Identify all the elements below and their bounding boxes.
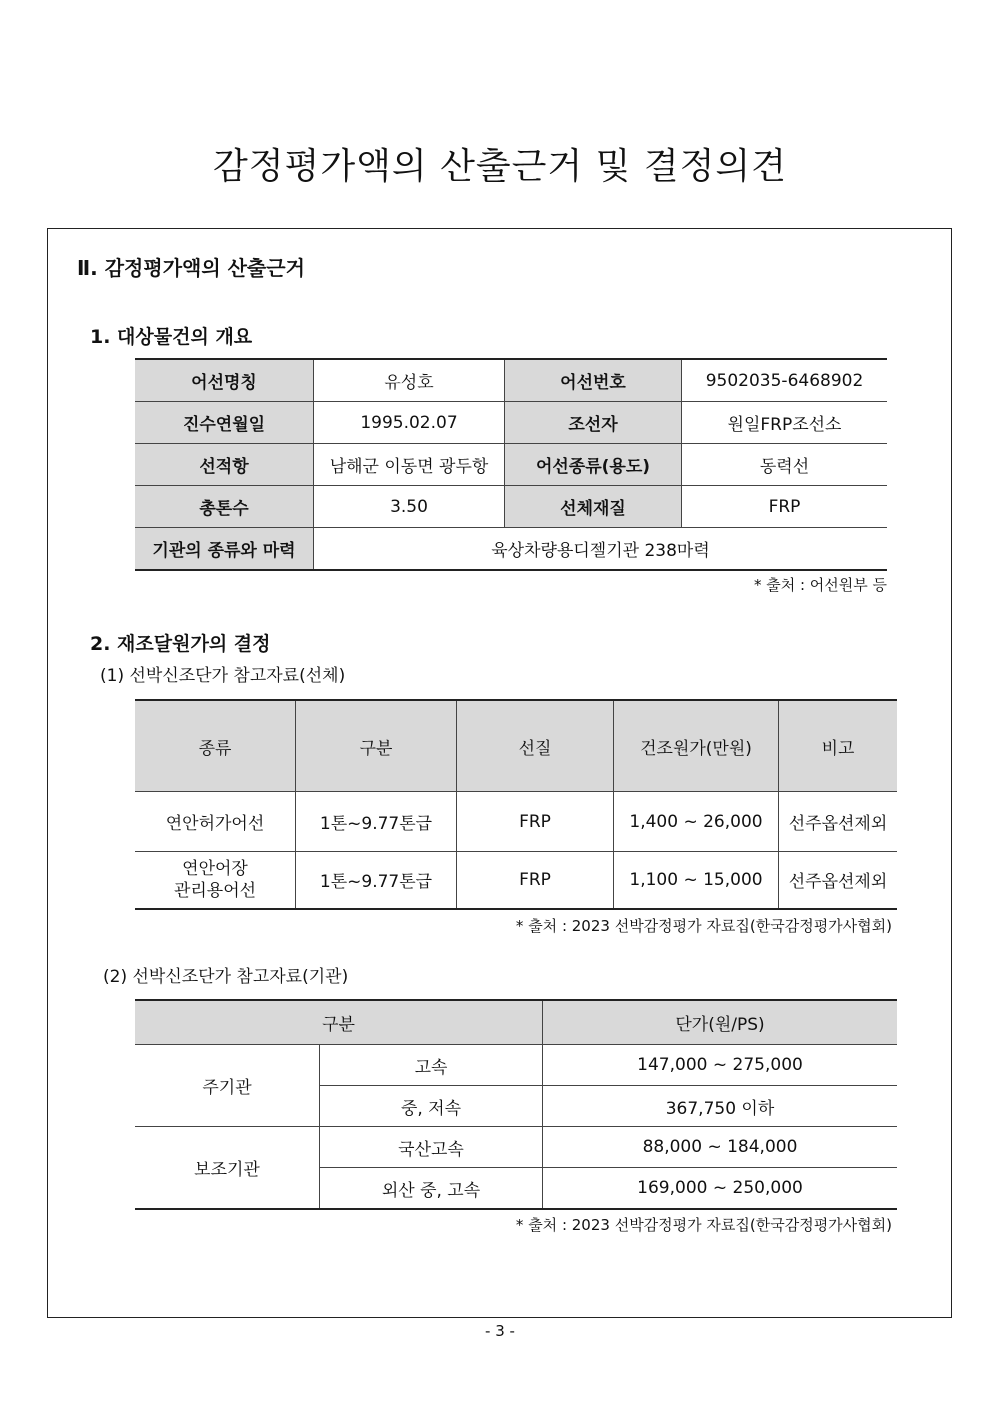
table-cell: 중, 저속 [320,1086,543,1127]
field-value: FRP [682,486,888,528]
column-header: 구분 [296,700,457,792]
section-heading: Ⅱ. 감정평가액의 산출근거 [77,256,305,280]
table-header-row [135,1000,897,1045]
hull-cost-table [135,699,897,910]
table-cell: 147,000 ~ 275,000 [543,1045,898,1086]
table-cell: 국산고속 [320,1127,543,1168]
page-title: 감정평가액의 산출근거 및 결정의견 [213,146,787,187]
column-header: 구분 [135,1000,543,1045]
column-header: 종류 [135,700,296,792]
source-note: * 출처 : 어선원부 등 [753,576,887,594]
table-caption-hull: (1) 선박신조단가 참고자료(선체) [100,666,346,686]
table-caption-engine: (2) 선박신조단가 참고자료(기관) [103,967,349,987]
table-cell: 367,750 이하 [543,1086,898,1127]
column-header: 건조원가(만원) [614,700,779,792]
field-label: 총톤수 [135,486,314,528]
vessel-overview-table [135,358,887,571]
table-row [135,402,887,444]
table-row [135,359,887,402]
page-number: - 3 - [485,1322,515,1340]
table-cell: 1,100 ~ 15,000 [614,852,779,909]
group-label: 주기관 [135,1045,320,1127]
engine-cost-table [135,999,897,1210]
field-label: 어선종류(용도) [505,444,682,486]
table-cell: 1톤~9.77톤급 [296,852,457,909]
field-label: 선체재질 [505,486,682,528]
table-cell: 1,400 ~ 26,000 [614,792,779,852]
field-label: 기관의 종류와 마력 [135,528,314,571]
column-header: 선질 [457,700,614,792]
subsection-heading-cost: 2. 재조달원가의 결정 [90,633,271,655]
field-value: 9502035-6468902 [682,359,888,402]
table-cell: 88,000 ~ 184,000 [543,1127,898,1168]
table-row [135,792,897,852]
table-cell: FRP [457,792,614,852]
table-cell: 연안허가어선 [135,792,296,852]
table-cell: 선주옵션제외 [779,852,898,909]
table-row [135,528,887,571]
table-cell: 외산 중, 고속 [320,1168,543,1210]
table-cell: FRP [457,852,614,909]
table-cell: 1톤~9.77톤급 [296,792,457,852]
table-cell: 연안어장 관리용어선 [135,852,296,909]
field-value: 육상차량용디젤기관 238마력 [314,528,888,571]
field-value: 원일FRP조선소 [682,402,888,444]
field-value: 1995.02.07 [314,402,505,444]
field-label: 어선명칭 [135,359,314,402]
subsection-heading-overview: 1. 대상물건의 개요 [90,326,253,348]
field-label: 조선자 [505,402,682,444]
table-cell: 169,000 ~ 250,000 [543,1168,898,1210]
table-header-row [135,700,897,792]
field-value: 유성호 [314,359,505,402]
column-header: 비고 [779,700,898,792]
group-label: 보조기관 [135,1127,320,1210]
table-cell: 고속 [320,1045,543,1086]
table-row [135,1045,897,1086]
table-row [135,486,887,528]
table-row [135,1127,897,1168]
field-label: 선적항 [135,444,314,486]
table-cell: 선주옵션제외 [779,792,898,852]
table-row [135,852,897,909]
field-label: 진수연월일 [135,402,314,444]
field-value: 남해군 이동면 광두항 [314,444,505,486]
source-note: * 출처 : 2023 선박감정평가 자료집(한국감정평가사협회) [515,1216,892,1234]
column-header: 단가(원/PS) [543,1000,898,1045]
field-value: 동력선 [682,444,888,486]
table-row [135,444,887,486]
field-label: 어선번호 [505,359,682,402]
source-note: * 출처 : 2023 선박감정평가 자료집(한국감정평가사협회) [515,917,892,935]
field-value: 3.50 [314,486,505,528]
